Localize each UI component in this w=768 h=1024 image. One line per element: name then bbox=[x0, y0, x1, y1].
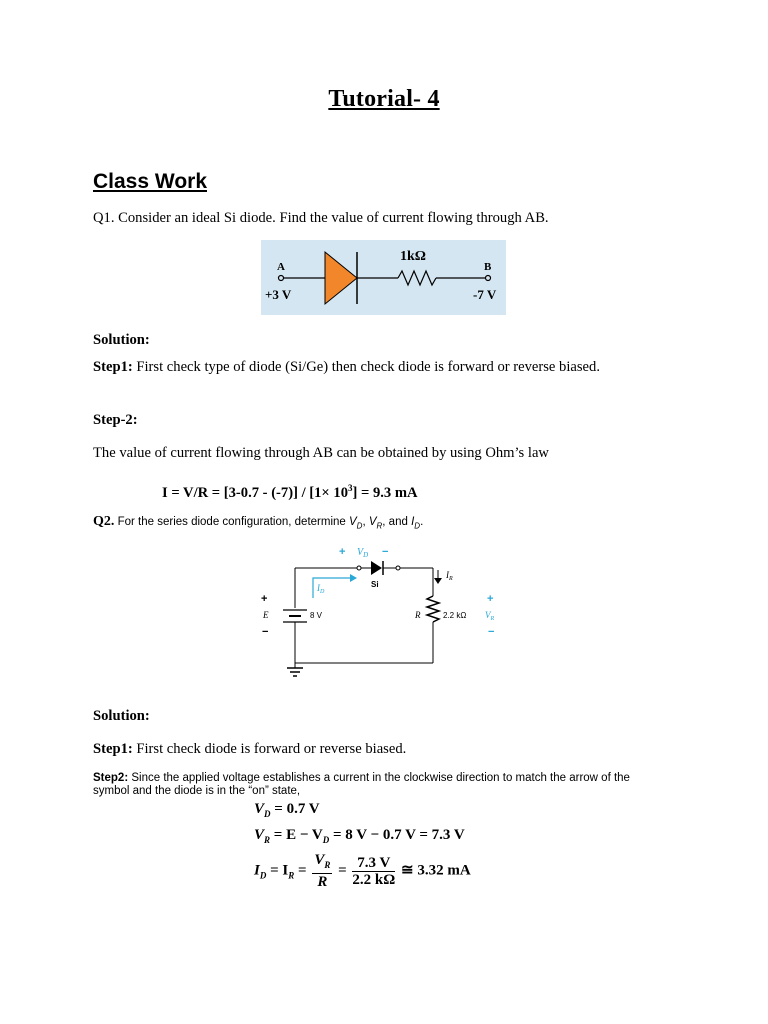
q2-r-value: 2.2 kΩ bbox=[443, 611, 467, 620]
q1-solution-heading: Solution: bbox=[93, 332, 150, 348]
page-title: Tutorial- 4 bbox=[328, 86, 440, 112]
q2-id-label: $I_D$ bbox=[317, 583, 325, 595]
q2-vd-minus: − bbox=[382, 546, 389, 558]
q2-solution-heading: Solution: bbox=[93, 708, 150, 724]
q1-step2-heading: Step-2: bbox=[93, 412, 138, 428]
q1-formula: $I = V/R = [3-0.7 - (-7)] / [1\times 10^3] = 9.3$ mA bbox=[162, 483, 418, 501]
q2-vr-minus: − bbox=[488, 626, 495, 638]
q2-vr-plus: + bbox=[487, 593, 494, 605]
q2-si-label: Si bbox=[371, 580, 379, 589]
q2-fraction-vr-r: $\frac{V_R}{R}$ bbox=[314, 852, 331, 890]
q1-resistor-label: 1kΩ bbox=[400, 249, 426, 264]
q1-circuit-diagram bbox=[261, 240, 506, 315]
q2-diode-icon bbox=[371, 561, 382, 575]
q2-vd-label: $V_D$ bbox=[357, 547, 369, 559]
q2-circuit-diagram bbox=[255, 540, 515, 680]
q1-voltage-b: -7 V bbox=[473, 287, 497, 302]
q2-e-plus: + bbox=[261, 593, 268, 605]
q2-equation-vd: $V_D = 0.7$ V bbox=[254, 801, 320, 819]
q2-e-value: 8 V bbox=[310, 611, 323, 620]
q2-e-label: E bbox=[263, 610, 269, 620]
q2-step2: Step2: Since the applied voltage establishes a current in the clockwise direction to match the arrow of the symbol and the diode is in the “on” state, bbox=[93, 772, 630, 797]
section-heading: Class Work bbox=[93, 170, 207, 193]
q1-label-b: B bbox=[484, 261, 492, 273]
q2-equation-vr: $V_R = E - V_D = 8$ V − 0.7 V = 7.3 V bbox=[254, 827, 465, 845]
q2-r-label: R bbox=[415, 610, 421, 620]
q1-step2-text: The value of current flowing through AB can be obtained by using Ohm’s law bbox=[93, 445, 549, 461]
q1-text: Q1. Consider an ideal Si diode. Find the value of current flowing through AB. bbox=[93, 210, 549, 226]
q1-step1: Step1: First check type of diode (Si/Ge) then check diode is forward or reverse biased. bbox=[93, 359, 600, 375]
q2-step1: Step1: First check diode is forward or reverse biased. bbox=[93, 741, 407, 757]
q1-voltage-a: +3 V bbox=[265, 287, 292, 302]
q1-label-a: A bbox=[277, 261, 285, 273]
q2-fraction-values: $\frac{7.3 V}{2.2 k\Omega}$ bbox=[352, 854, 396, 888]
q2-ir-label: $I_R$ bbox=[446, 570, 453, 582]
q2-resistor-icon bbox=[427, 596, 439, 622]
q2-text: Q2. For the series diode configuration, determine $V_D$, $V_R$, and $I_D$. bbox=[93, 514, 424, 531]
q2-vd-plus: + bbox=[339, 546, 346, 558]
q2-e-minus: − bbox=[262, 626, 269, 638]
q2-vr-label: $V_R$ bbox=[485, 610, 495, 622]
q2-equation-id: $I_D = I_R$ = $\frac{V_R}{R}$ = $\frac{7.3 V}{2.2 k\Omega}$ ≅ 3.32 mA bbox=[254, 852, 471, 890]
